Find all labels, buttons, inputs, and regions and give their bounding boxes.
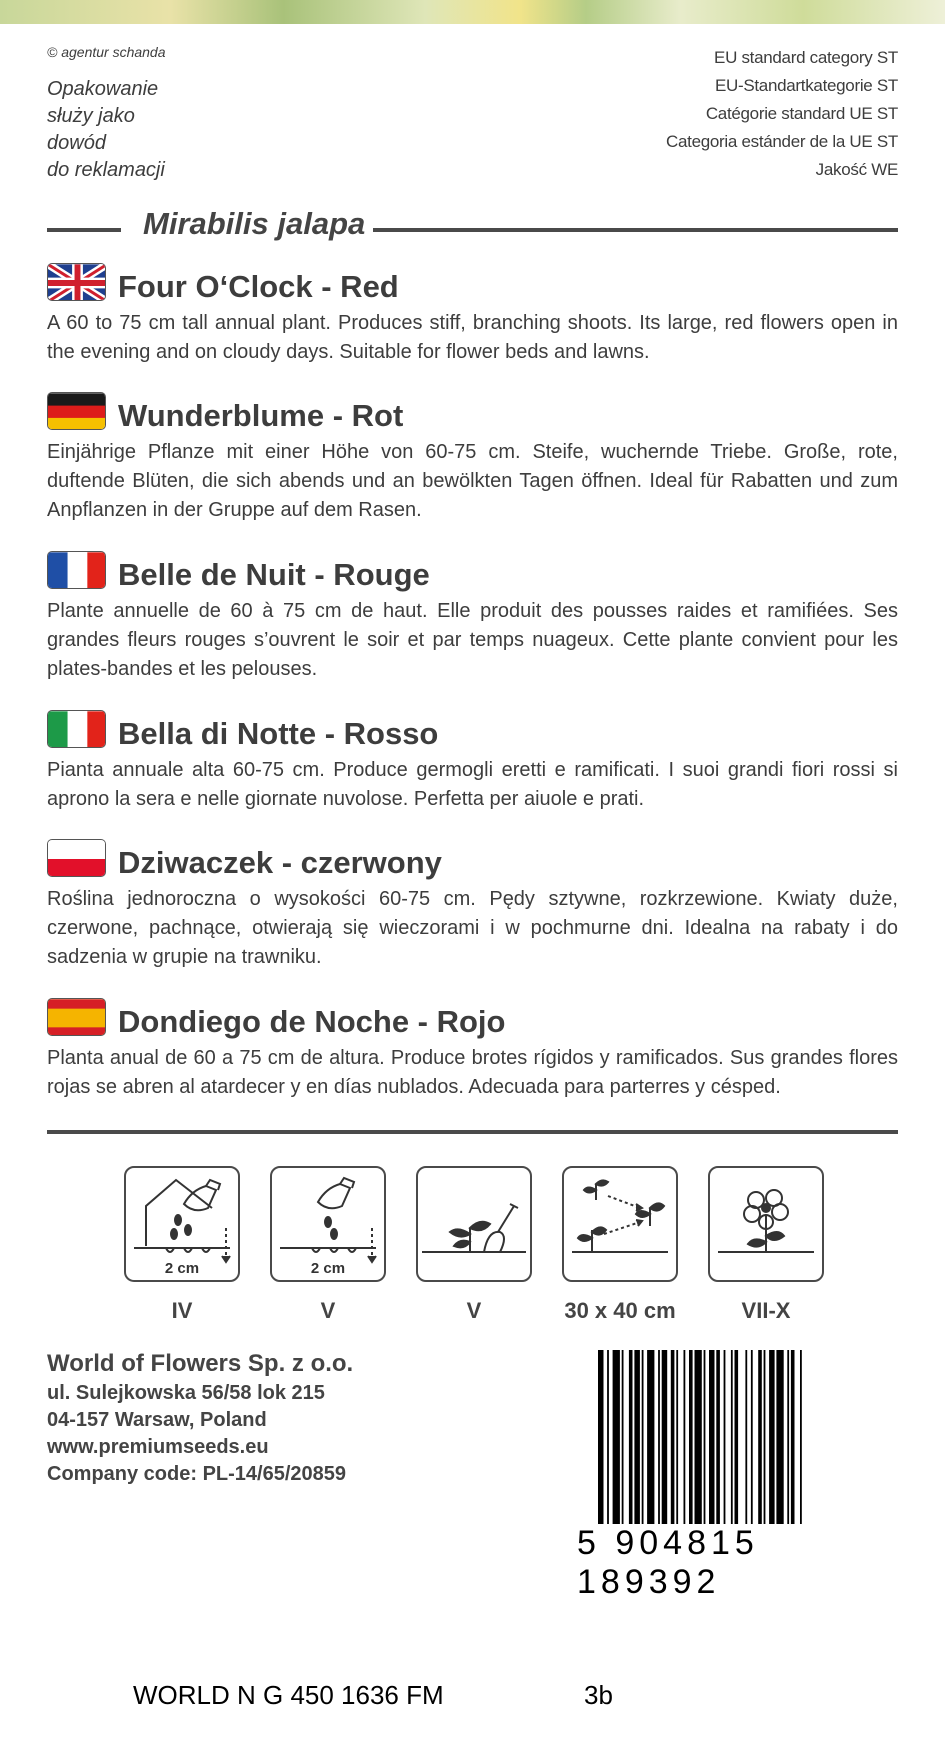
spacing-icon <box>562 1166 678 1282</box>
spacing-label: 30 x 40 cm <box>564 1298 676 1323</box>
complaint-line: do reklamacji <box>47 159 165 181</box>
rule-right <box>372 228 898 232</box>
category-line: Categoria estánder de la UE ST <box>666 132 898 151</box>
outdoor-sowing-icon <box>270 1166 386 1282</box>
flowering-icon <box>708 1166 824 1282</box>
lang-title: Dziwaczek - czerwony <box>118 845 442 880</box>
barcode-number: 5 904815 189392 <box>573 1524 907 1602</box>
copyright-note: © agentur schanda <box>47 44 166 60</box>
category-line: Jakość WE <box>815 160 898 179</box>
company-name: World of Flowers Sp. z o.o. <box>47 1350 354 1377</box>
indoor-sowing-icon <box>124 1166 240 1282</box>
transplanting-icon <box>416 1166 532 1282</box>
eu-category-list <box>666 44 898 184</box>
section-divider <box>47 1130 898 1134</box>
company-city: 04-157 Warsaw, Poland <box>47 1409 267 1431</box>
category-line: Catégorie standard UE ST <box>705 104 898 123</box>
lang-title: Dondiego de Noche - Rojo <box>118 1004 506 1039</box>
sowing-indoor-month: IV <box>171 1298 193 1323</box>
lang-title: Belle de Nuit - Rouge <box>118 557 430 592</box>
company-website: www.premiumseeds.eu <box>47 1436 269 1458</box>
poland-flag-icon <box>47 839 106 877</box>
lang-title: Bella di Notte - Rosso <box>118 716 439 751</box>
lang-title: Four O‘Clock - Red <box>118 269 399 304</box>
lang-description: Einjährige Pflanze mit einer Höhe von 60-75 cm. Steife, wuchernde Triebe. Große, rote, duftende Blüten, die sich abends und an bewölkten Tagen öffnen. Ideal für Rabatten und zum Anpflanzen in der Gruppe auf dem Rasen. <box>47 441 898 521</box>
germany-flag-icon <box>47 392 106 430</box>
lang-description: Roślina jednoroczna o wysokości 60-75 cm. Pędy sztywne, rozkrzewione. Kwiaty duże, czerwone, pachnące, otwierają się wieczorami i w pochmurne dni. Idealna na rabaty i do sadzenia w grupie na trawniku. <box>47 888 898 968</box>
print-code: WORLD N G 450 1636 FM <box>133 1680 444 1710</box>
lang-description: Pianta annuale alta 60-75 cm. Produce germogli eretti e ramificati. I suoi grandi fiori rossi si aprono la sera e nelle giornate nuvolose. Perfetta per aiuole e prati. <box>47 759 898 810</box>
sowing-outdoor-month: V <box>320 1298 336 1323</box>
rule-left <box>47 228 121 232</box>
france-flag-icon <box>47 551 106 589</box>
print-version: 3b <box>584 1680 613 1710</box>
uk-flag-icon <box>47 263 106 301</box>
complaint-note <box>47 76 165 184</box>
spain-flag-icon <box>47 998 106 1036</box>
complaint-line: Opakowanie <box>47 78 159 100</box>
sowing-depth: 2 cm <box>310 1260 346 1277</box>
complaint-line: służy jako <box>47 105 135 127</box>
flower-photo-strip <box>0 0 945 24</box>
lang-title: Wunderblume - Rot <box>118 398 404 433</box>
sowing-depth: 2 cm <box>164 1260 200 1277</box>
transplant-month: V <box>466 1298 482 1323</box>
complaint-line: dowód <box>47 132 106 154</box>
italy-flag-icon <box>47 710 106 748</box>
category-line: EU-Standartkategorie ST <box>714 76 898 95</box>
lang-description: Planta anual de 60 a 75 cm de altura. Produce brotes rígidos y ramificados. Sus grandes flores rojas se abren al atardecer y en días nublados. Adecuada para parterres y césped. <box>47 1047 898 1098</box>
company-code: Company code: PL-14/65/20859 <box>47 1463 347 1485</box>
category-line: EU standard category ST <box>714 48 898 67</box>
company-street: ul. Sulejkowska 56/58 lok 215 <box>47 1382 325 1404</box>
latin-name-row <box>47 206 898 252</box>
lang-description: Plante annuelle de 60 à 75 cm de haut. Elle produit des pousses raides et ramifiées. Ses grandes fleurs rouges s’ouvrent le soir et par temps nuageux. Cette plante convient pour les plates-bandes et les pelouses. <box>47 600 898 680</box>
latin-name: Mirabilis jalapa <box>135 206 373 242</box>
company-address <box>47 1348 353 1488</box>
lang-description: A 60 to 75 cm tall annual plant. Produces stiff, branching shoots. Its large, red flowers open in the evening and on cloudy days. Suitable for flower beds and lawns. <box>47 312 898 363</box>
flowering-months: VII-X <box>741 1298 791 1323</box>
